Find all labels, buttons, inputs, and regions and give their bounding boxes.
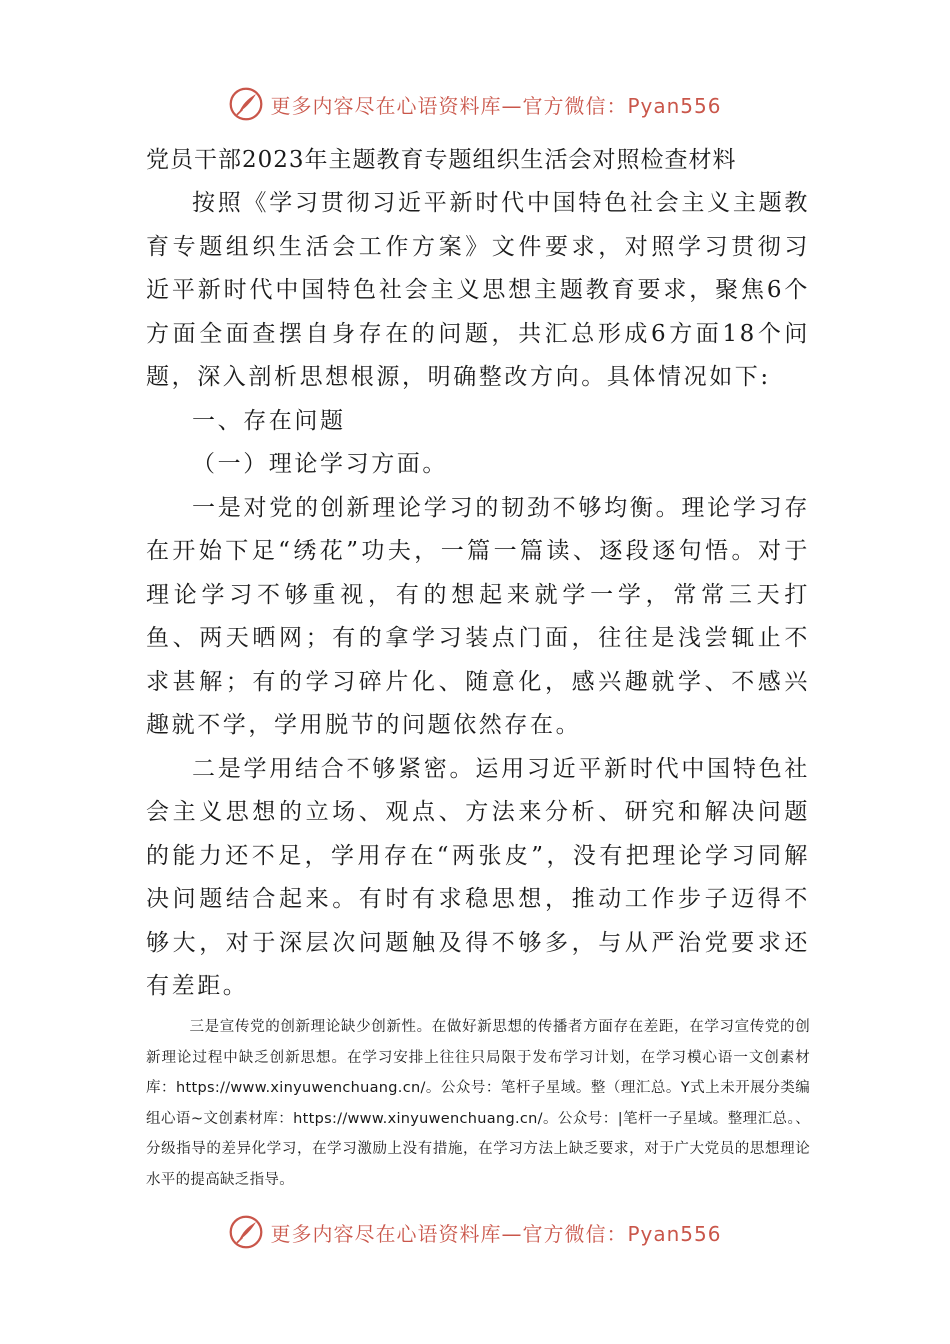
document-body xyxy=(146,138,810,1009)
paragraph-point-one: 一是对党的创新理论学习的韧劲不够均衡。理论学习存在开始下足“绣花”功夫，一篇一篇读、逐段逐句悟。对于理论学习不够重视，有的想起来就学一学，常常三天打鱼、两天晒网；有的拿学习装点门面，往往是浅尝辄止不求甚解；有的学习碎片化、随意化，感兴趣就学、不感兴趣就不学，学用脱节的问题依然存在。 xyxy=(146,494,810,738)
document-title: 党员干部2023年主题教育专题组织生活会对照检查材料 xyxy=(146,147,737,173)
section-heading: 一、存在问题 xyxy=(192,407,346,434)
paragraph-intro: 按照《学习贯彻习近平新时代中国特色社会主义主题教育专题组织生活会工作方案》文件要求，对照学习贯彻习近平新时代中国特色社会主义思想主题教育要求，聚焦6个方面全面查摆自身存在的问题，共汇总形成6方面18个问题，深入剖析思想根源，明确整改方向。具体情况如下: xyxy=(146,190,810,390)
watermark-header xyxy=(0,86,950,122)
paragraph-point-two: 二是学用结合不够紧密。运用习近平新时代中国特色社会主义思想的立场、观点、方法来分析、研究和解决问题的能力还不足，学用存在“两张皮”，没有把理论学习同解决问题结合起来。有时有求稳思想，推动工作步子迈得不够大，对于深层次问题触及得不够多，与从严治党要求还有差距。 xyxy=(146,755,810,999)
paragraph-point-three: 三是宣传党的创新理论缺少创新性。在做好新思想的传播者方面存在差距，在学习宣传党的创新理论过程中缺乏创新思想。在学习安排上往往只局限于发布学习计划，在学习模心语一文创素材库：https://www.xinyuwenchuang.cn/。公众号：笔杆子星域。整（理汇总。Y式上未开展分类编组心语~文创素材库：https://www.xinyuwenchuang.cn/。公众号：|笔杆一子星域。整理汇总。、分级指导的差异化学习，在学习激励上没有措施，在学习方法上缺乏要求，对于广大党员的思想理论水平的提高缺乏指导。 xyxy=(146,1019,810,1188)
quill-pen-circle-icon xyxy=(228,86,264,122)
watermark-text: 更多内容尽在心语资料库—官方微信：Pyan556 xyxy=(270,93,722,118)
watermark-text: 更多内容尽在心语资料库—官方微信：Pyan556 xyxy=(270,1221,722,1246)
quill-pen-circle-icon xyxy=(228,1214,264,1250)
watermark-footer xyxy=(0,1214,950,1250)
subsection-heading: （一）理论学习方面。 xyxy=(192,451,448,477)
